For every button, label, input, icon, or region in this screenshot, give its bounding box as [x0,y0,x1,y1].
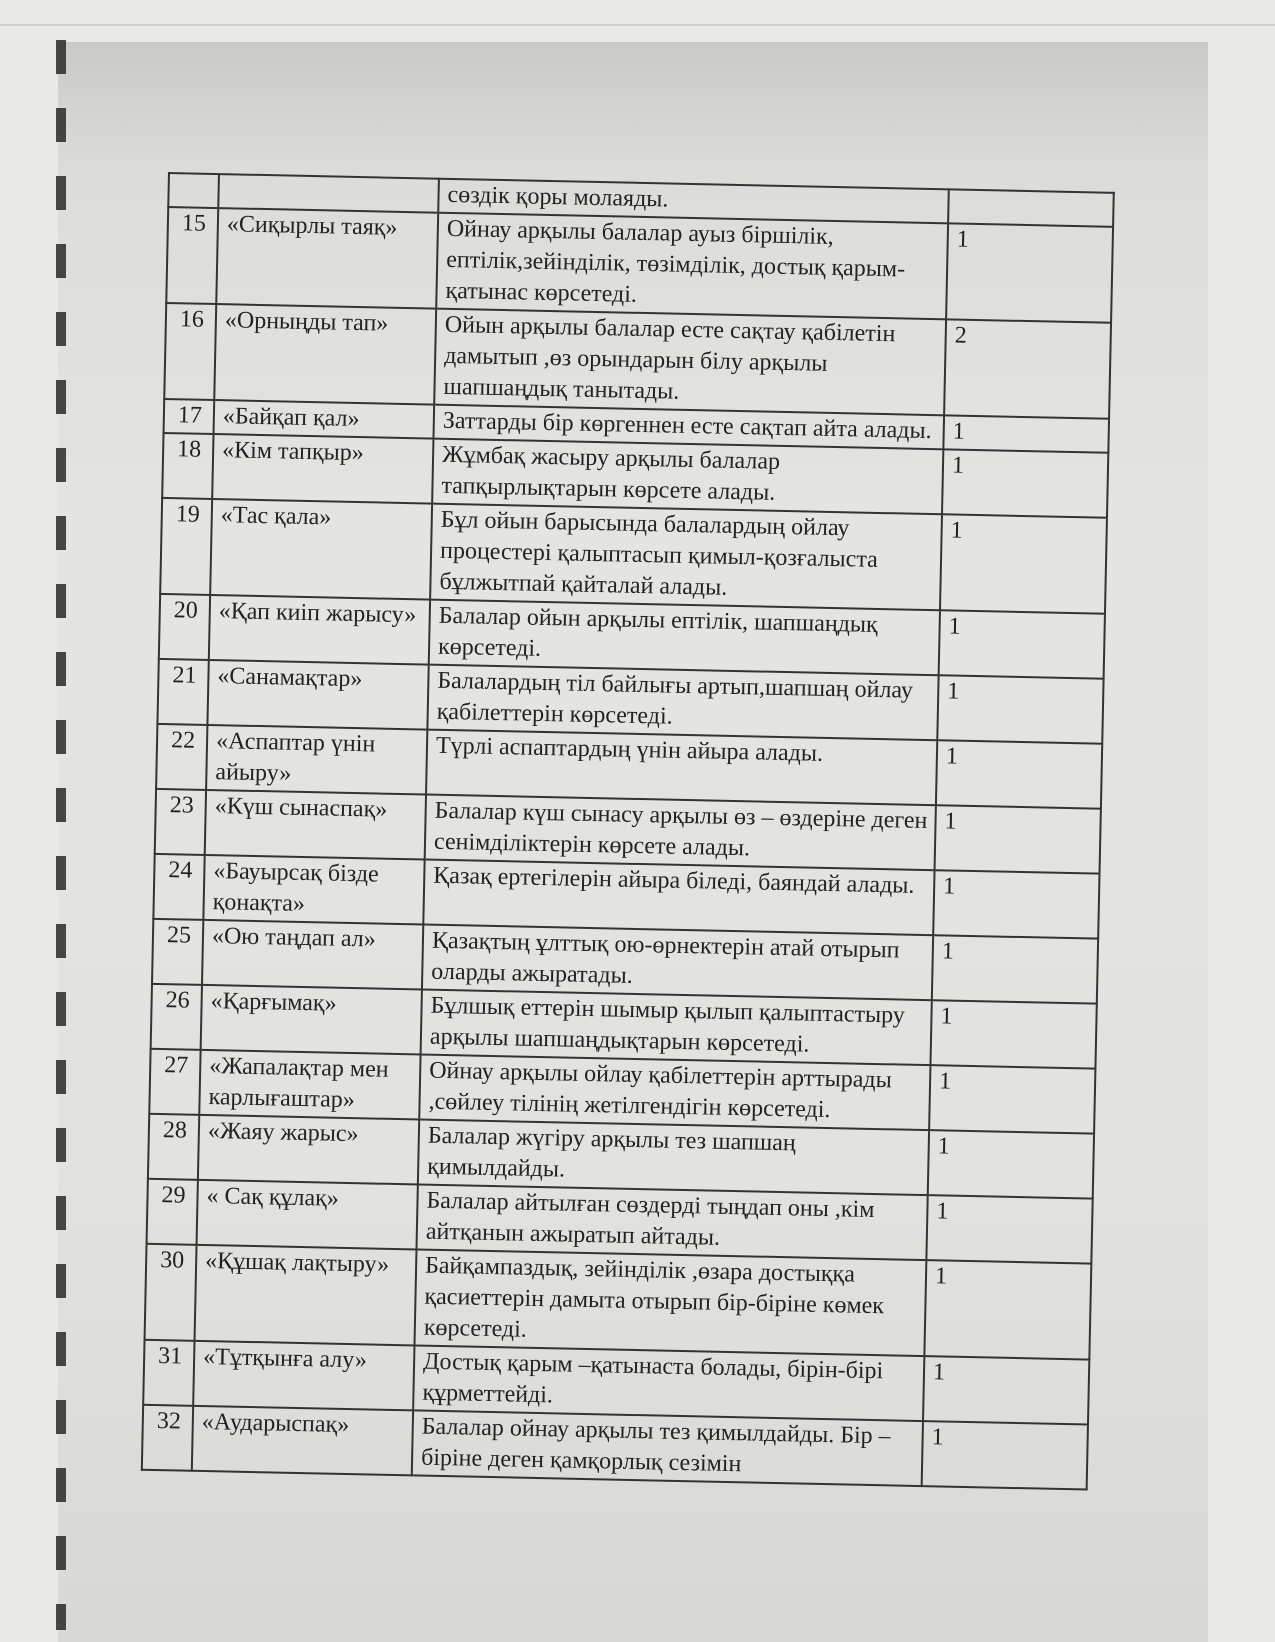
hours-count: 1 [933,870,1099,938]
row-number: 29 [147,1179,198,1245]
row-number: 15 [166,207,218,304]
game-description: Балалар ойнау арқылы тез қимылдайды. Бір –біріне деген қамқорлық сезімін [412,1410,923,1486]
game-name: «Құшақ лақтыру» [195,1245,417,1346]
game-description: Балалар жүгіру арқылы тез шапшаң қимылдайды. [418,1119,929,1195]
game-description: Заттарды бір көргеннен есте сақтап айта алады. [433,405,944,450]
row-number: 28 [148,1114,199,1180]
hours-count: 1 [922,1421,1088,1489]
row-number: 16 [164,303,216,400]
hours-count: 1 [932,935,1098,1003]
row-number: 27 [149,1049,200,1115]
row-number: 25 [152,919,203,985]
row-number: 30 [145,1244,197,1341]
spiral-binding [56,40,66,1630]
game-name: «Байқап қал» [214,400,435,439]
row-number: 26 [151,984,202,1050]
game-name: «Аударыспақ» [192,1406,413,1476]
game-name: «Күш сынаспақ» [205,790,426,860]
game-name: «Тас қала» [210,499,432,600]
game-description: Қазақтың ұлттық ою-өрнектерін атай отырып оларды ажыратады. [422,925,933,1001]
game-description: Қазақ ертегілерін айыра біледі, баяндай алады. [423,860,934,936]
hours-count: 2 [944,319,1111,418]
game-name: «Кім тапқыр» [212,434,433,504]
game-description: Балалар ойын арқылы ептілік, шапшаңдық көрсетеді. [429,600,940,676]
game-description: Балалар айтылған сөздерді тыңдап оны ,кім айтқанын ажыратып айтады. [416,1184,927,1260]
row-number: 24 [153,854,204,920]
hours-count: 1 [926,1195,1092,1263]
game-description: Түрлі аспаптардың үнін айыра алады. [426,730,937,806]
row-number: 21 [157,659,208,725]
row-number: 31 [143,1340,194,1406]
games-table [141,172,1115,1491]
game-description: Жұмбақ жасыру арқылы балалар тапқырлықтарын көрсете алады. [432,439,943,515]
game-description: Бұл ойын барысында балалардың ойлау процестері қалыптасып қимыл-қозғалыста бұлжытпай қайталай алады. [430,504,942,611]
row-number: 18 [162,433,213,499]
game-description: Ойын арқылы балалар есте сақтау қабілетін дамытып ,өз орындарын білу арқылы шапшаңдық танытады. [434,309,946,416]
game-name: «Жапалақтар мен карлығаштар» [199,1050,420,1120]
hours-count: 1 [937,675,1103,743]
game-description: Достық қарым –қатынаста болады, бірін-бірі құрметтейді. [413,1345,924,1421]
game-description: Ойнау арқылы ойлау қабілеттерін арттырады ,сөйлеу тілінің жетілгендігін көрсетеді. [419,1054,930,1130]
hours-count: 1 [923,1356,1089,1424]
hours-count: 1 [930,1000,1096,1068]
game-name: « Сақ құлақ» [197,1180,418,1250]
page-edge [0,24,1275,26]
row-number [168,173,219,208]
game-name: «Қарғымақ» [201,985,422,1055]
row-number: 22 [156,724,207,790]
game-name: «Сиқырлы таяқ» [216,208,438,309]
row-number: 17 [164,399,215,434]
game-name [218,174,439,213]
game-description: Ойнау арқылы балалар ауыз біршілік, ептілік,зейінділік, төзімділік, достық қарым-қатынас көрсетеді. [436,213,948,320]
game-name: «Санамақтар» [207,660,428,730]
game-description: Балалардың тіл байлығы артып,шапшаң ойлау қабілеттерін көрсетеді. [427,665,938,741]
hours-count: 1 [929,1065,1095,1133]
hours-count: 1 [935,805,1101,873]
hours-count [948,189,1114,226]
hours-count: 1 [940,514,1107,613]
hours-count: 1 [928,1130,1094,1198]
game-name: «Қап киіп жарысу» [209,595,430,665]
games-table-body [142,173,1114,1490]
game-name: «Ою таңдап ал» [202,920,423,990]
game-name: «Бауырсақ бізде қонақта» [203,855,424,925]
row-number: 20 [159,594,210,660]
game-name: «Аспаптар үнін айыру» [206,725,427,795]
game-name: «Орныңды тап» [214,304,436,405]
game-description: Бұлшық еттерін шымыр қылып қалыптастыру арқылы шапшаңдықтарын көрсетеді. [421,989,932,1065]
game-description: Балалар күш сынасу арқылы өз – өздеріне деген сенімділіктерін көрсете алады. [425,795,936,871]
hours-count: 1 [939,610,1105,678]
row-number: 19 [160,498,212,595]
game-name: «Жаяу жарыс» [198,1115,419,1185]
row-number: 23 [155,789,206,855]
hours-count: 1 [943,415,1109,452]
game-name: «Тұтқынға алу» [193,1341,414,1411]
hours-count: 1 [942,449,1108,517]
game-description: Байқампаздық, зейінділік ,өзара достыққа қасиеттерін дамыта отырып бір-біріне көмек көрсетеді. [414,1249,926,1356]
game-description: сөздік қоры молаяды. [438,179,949,224]
hours-count: 1 [936,740,1102,808]
hours-count: 1 [946,223,1113,322]
row-number: 32 [142,1405,193,1471]
hours-count: 1 [924,1260,1091,1359]
